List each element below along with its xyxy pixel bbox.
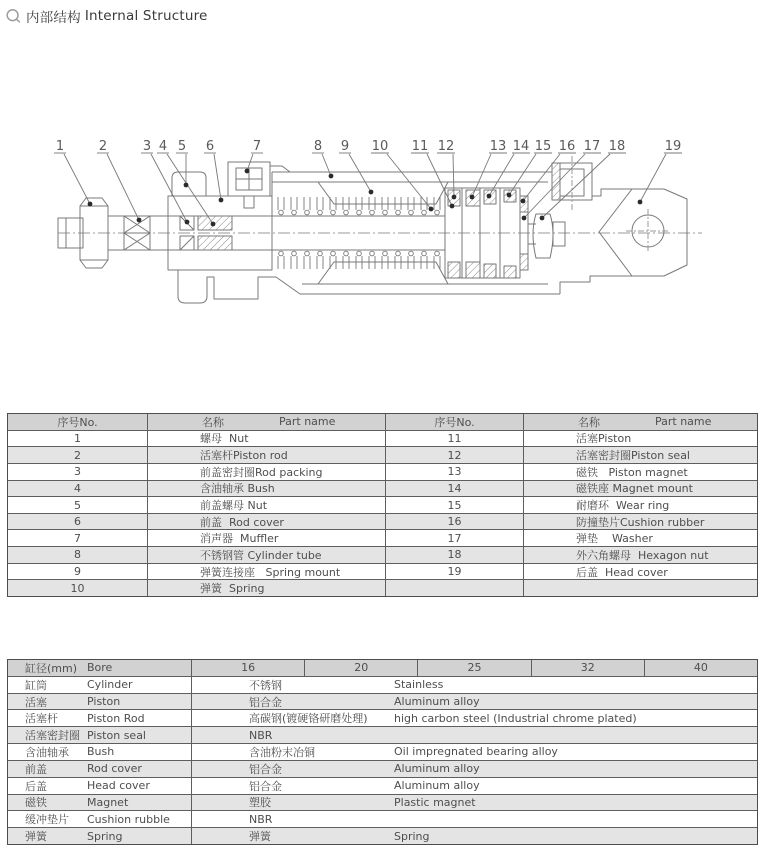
part-number: 6 — [74, 515, 81, 529]
component-material: 含油粉末冶铜 Oil impregnated bearing alloy — [191, 744, 757, 760]
parts-table-row — [8, 579, 385, 596]
callout-label-11: 11 — [411, 139, 429, 154]
part-name — [523, 580, 757, 596]
parts-table-row — [386, 480, 757, 497]
parts-table-row — [8, 446, 385, 463]
materials-row — [8, 693, 757, 710]
parts-table-row — [386, 446, 757, 463]
part-name: 磁铁 Piston magnet — [523, 464, 757, 480]
callout-dot-16 — [521, 199, 526, 204]
hex-nut — [80, 198, 108, 268]
component-name: 磁铁 Magnet — [25, 795, 129, 810]
internal-structure-drawing — [0, 0, 765, 340]
part-number: 2 — [74, 448, 81, 462]
part-number: 10 — [70, 581, 85, 595]
callout-label-18: 18 — [608, 139, 626, 154]
part-number: 19 — [447, 565, 462, 579]
page-title — [5, 6, 208, 26]
part-number: 1 — [74, 431, 81, 445]
bore-size: 40 — [644, 660, 757, 676]
parts-table-left — [8, 414, 385, 596]
part-name: 弹簧 Spring — [147, 580, 385, 596]
cushion-rubber — [520, 196, 528, 270]
parts-table-header — [386, 414, 757, 430]
callout-label-5: 5 — [177, 139, 187, 154]
piston-seal — [448, 190, 460, 206]
callout-label-15: 15 — [534, 139, 552, 154]
component-material: 铝合金 Aluminum alloy — [191, 694, 757, 710]
cover-nut — [172, 172, 206, 196]
part-number: 16 — [447, 515, 462, 529]
callout-label-8: 8 — [313, 139, 323, 154]
component-material: NBR — [191, 727, 757, 743]
title-en: Internal Structure — [84, 8, 208, 24]
parts-table-row — [386, 463, 757, 480]
rod-stub — [58, 218, 83, 248]
callout-dot-18 — [540, 216, 545, 221]
title-cn: 内部结构 — [26, 10, 81, 26]
parts-table-row — [8, 529, 385, 546]
part-number: 7 — [74, 531, 81, 545]
callout-dot-1 — [88, 202, 93, 207]
parts-table-right — [385, 414, 757, 596]
part-name: 含油轴承 Bush — [147, 481, 385, 497]
parts-table-row — [8, 513, 385, 530]
magnet-mount — [484, 190, 496, 204]
materials-row — [8, 810, 757, 827]
callout-dot-12 — [452, 195, 457, 200]
head-port-boss — [552, 163, 592, 200]
cylinder-cross-section — [58, 156, 702, 303]
part-name: 消声器 Muffler — [147, 530, 385, 546]
materials-row — [8, 827, 757, 844]
part-number: 14 — [447, 481, 462, 495]
part-name: 防撞垫片Cushion rubber — [523, 514, 757, 530]
part-name: 弹簧连接座 Spring mount — [147, 564, 385, 580]
component-name: 含油轴承 Bush — [25, 745, 115, 759]
clevis-eye — [632, 215, 664, 247]
callout-dot-3 — [185, 220, 190, 225]
parts-table-row — [8, 563, 385, 580]
parts-table-row — [386, 430, 757, 447]
part-name: 耐磨环 Wear ring — [523, 497, 757, 513]
component-material: NBR — [191, 811, 757, 827]
parts-table-row — [386, 579, 757, 596]
part-name: 螺母 Nut — [147, 431, 385, 447]
part-name: 活塞Piston — [523, 431, 757, 447]
part-number: 3 — [74, 465, 81, 479]
callout-dot-14 — [487, 194, 492, 199]
component-name: 前盖 Rod cover — [25, 762, 142, 776]
callout-dot-5 — [184, 183, 189, 188]
bore-size: 25 — [417, 660, 530, 676]
materials-table — [7, 659, 758, 845]
callout-dot-4 — [211, 222, 216, 227]
parts-table-row — [386, 563, 757, 580]
part-number: 18 — [447, 548, 462, 562]
callout-label-12: 12 — [437, 139, 455, 154]
callout-dot-17 — [522, 216, 527, 221]
col-header-no: 序号No. — [434, 415, 475, 429]
part-name: 后盖 Head cover — [523, 564, 757, 580]
parts-table-row — [8, 546, 385, 563]
materials-row — [8, 777, 757, 794]
component-name: 缸筒 Cylinder — [25, 678, 133, 692]
callout-label-10: 10 — [371, 139, 389, 154]
piston-magnet — [466, 190, 480, 206]
materials-row — [8, 709, 757, 726]
callout-label-13: 13 — [489, 139, 507, 154]
part-name: 前盖 Rod cover — [147, 514, 385, 530]
part-name: 活塞杆Piston rod — [147, 447, 385, 463]
rod-cover — [168, 196, 272, 270]
parts-table-row — [386, 513, 757, 530]
part-number: 9 — [74, 565, 81, 579]
bore-size: 16 — [191, 660, 304, 676]
callout-dot-13 — [470, 195, 475, 200]
wear-ring — [504, 190, 516, 202]
col-header-name: 名称 Part name — [523, 414, 757, 430]
component-material: 高碳钢(镀硬铬研磨处理) high carbon steel (Industrial chrome plated) — [191, 710, 757, 726]
parts-table-header — [8, 414, 385, 430]
parts-table-row — [386, 529, 757, 546]
callout-dot-9 — [369, 190, 374, 195]
bore-size: 32 — [531, 660, 644, 676]
callout-label-19: 19 — [664, 139, 682, 154]
callout-label-3: 3 — [142, 139, 152, 154]
part-number — [386, 580, 523, 596]
part-number: 15 — [447, 498, 462, 512]
bore-label: 缸径(mm) Bore — [25, 661, 113, 675]
spring-mount — [318, 182, 448, 204]
component-name: 活塞杆 Piston Rod — [25, 711, 145, 726]
bush — [198, 216, 232, 230]
callout-label-4: 4 — [158, 139, 168, 154]
part-number: 12 — [447, 448, 462, 462]
parts-table-row — [8, 430, 385, 447]
parts-table — [7, 413, 758, 597]
drawing-callouts — [54, 139, 682, 226]
callout-dot-8 — [329, 174, 334, 179]
parts-table-row — [386, 496, 757, 513]
materials-header-row — [8, 660, 757, 676]
muffler — [228, 162, 270, 196]
callout-label-2: 2 — [98, 139, 108, 154]
parts-table-row — [386, 546, 757, 563]
component-name: 活塞密封圈 Piston seal — [25, 728, 146, 743]
hexagon-nut — [533, 214, 553, 258]
part-name: 弹垫 Washer — [523, 530, 757, 546]
component-name: 活塞 Piston — [25, 695, 121, 709]
component-material: 不锈钢 Stainless — [191, 677, 757, 693]
col-header-name: 名称 Part name — [147, 414, 385, 430]
rod-packing — [180, 216, 194, 230]
part-name: 不锈钢管 Cylinder tube — [147, 547, 385, 563]
callout-dot-6 — [219, 198, 224, 203]
component-name: 后盖 Head cover — [25, 779, 150, 793]
part-name: 前盖螺母 Nut — [147, 497, 385, 513]
part-number: 13 — [447, 465, 462, 479]
component-material: 塑胶 Plastic magnet — [191, 795, 757, 811]
part-number: 5 — [74, 498, 81, 512]
callout-label-16: 16 — [558, 139, 576, 154]
part-name: 前盖密封圈Rod packing — [147, 464, 385, 480]
col-header-no: 序号No. — [57, 415, 98, 429]
parts-table-row — [8, 463, 385, 480]
part-name: 外六角螺母 Hexagon nut — [523, 547, 757, 563]
piston — [445, 188, 520, 278]
component-name: 缓冲垫片 Cushion rubble — [25, 812, 170, 827]
head-cover — [599, 189, 632, 276]
materials-row — [8, 743, 757, 760]
component-material: 弹簧 Spring — [191, 828, 757, 844]
materials-row — [8, 760, 757, 777]
magnifier-icon — [5, 8, 22, 25]
bore-size: 20 — [304, 660, 417, 676]
part-name: 磁铁座 Magnet mount — [523, 481, 757, 497]
part-number: 8 — [74, 548, 81, 562]
callout-label-6: 6 — [205, 139, 215, 154]
callout-label-1: 1 — [55, 139, 65, 154]
materials-row — [8, 676, 757, 693]
materials-row — [8, 794, 757, 811]
component-name: 弹簧 Spring — [25, 829, 123, 844]
callout-label-9: 9 — [340, 139, 350, 154]
part-number: 4 — [74, 481, 81, 495]
part-number: 11 — [447, 431, 462, 445]
part-number: 17 — [447, 531, 462, 545]
callout-dot-11 — [450, 204, 455, 209]
callout-dot-15 — [507, 193, 512, 198]
callout-dot-10 — [429, 207, 434, 212]
callout-dot-19 — [638, 200, 643, 205]
parts-table-row — [8, 496, 385, 513]
part-name: 活塞密封圈Piston seal — [523, 447, 757, 463]
spring-coils — [278, 197, 440, 269]
callout-label-17: 17 — [583, 139, 601, 154]
callout-dot-7 — [245, 169, 250, 174]
cover-bottom — [168, 270, 300, 303]
component-material: 铝合金 Aluminum alloy — [191, 761, 757, 777]
materials-row — [8, 726, 757, 743]
callout-label-7: 7 — [252, 139, 262, 154]
parts-table-row — [8, 480, 385, 497]
callout-dot-2 — [137, 218, 142, 223]
callout-label-14: 14 — [512, 139, 530, 154]
component-material: 铝合金 Aluminum alloy — [191, 778, 757, 794]
